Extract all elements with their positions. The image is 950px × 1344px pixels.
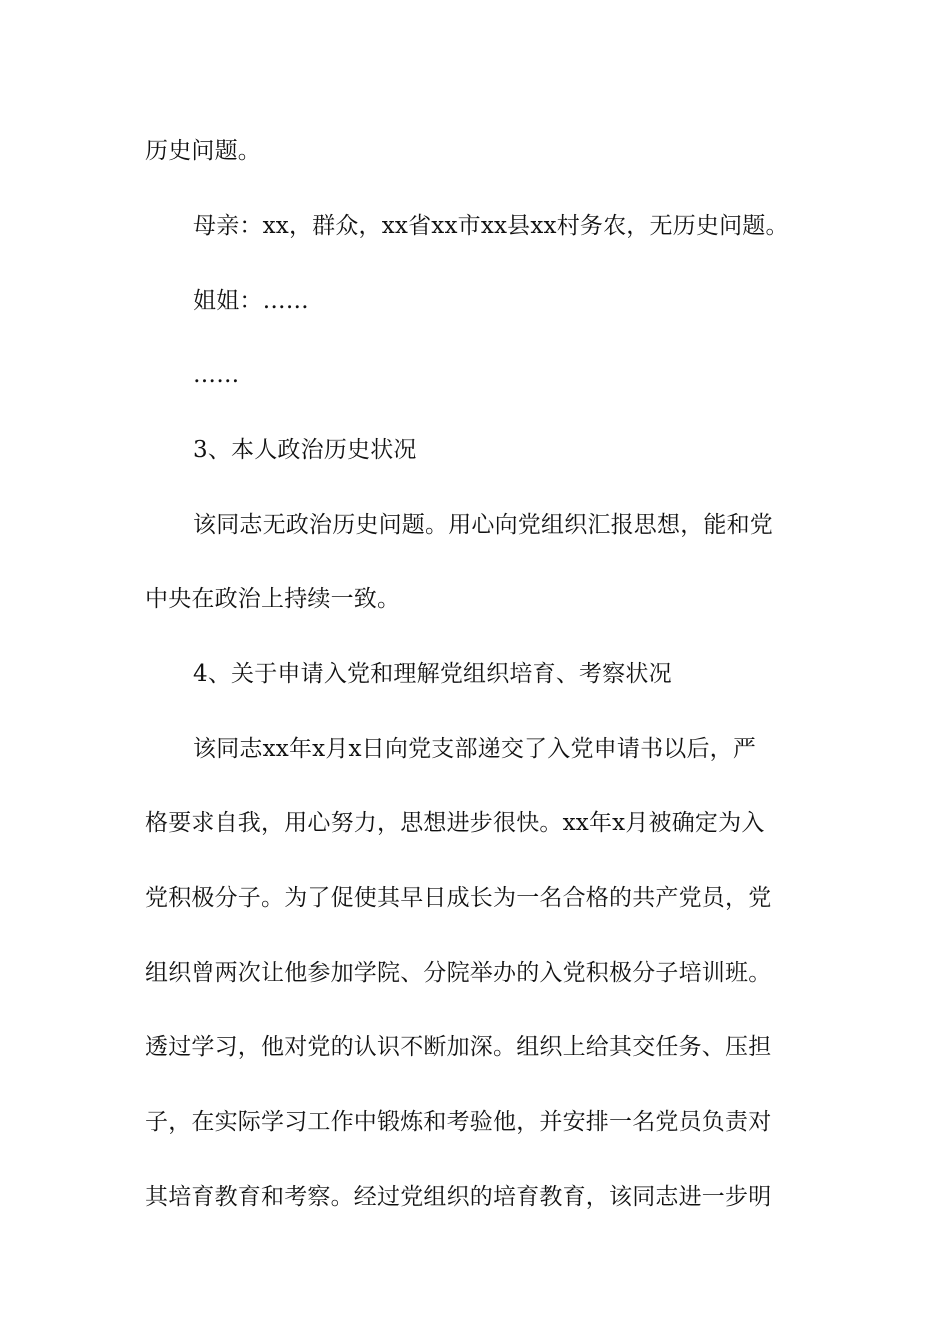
text-line: 其培育教育和考察。经过党组织的培育教育，该同志进一步明 [145,1184,772,1210]
text-line: 姐姐：…… [193,288,309,314]
text-line: 该同志无政治历史问题。用心向党组织汇报思想，能和党 [193,512,773,538]
section-heading: 3、本人政治历史状况 [193,437,417,463]
text-line: …… [193,362,240,388]
text-line: 子，在实际学习工作中锻炼和考验他，并安排一名党员负责对 [145,1109,772,1135]
text-line: 格要求自我，用心努力，思想进步很快。xx年x月被确定为入 [145,810,765,836]
text-line: 组织曾两次让他参加学院、分院举办的入党积极分子培训班。 [145,960,772,986]
text-line: 透过学习，他对党的认识不断加深。组织上给其交任务、压担 [145,1034,772,1060]
text-line: 母亲：xx，群众，xx省xx市xx县xx村务农，无历史问题。 [193,213,789,239]
text-line: 党积极分子。为了促使其早日成长为一名合格的共产党员，党 [145,885,772,911]
text-line: 中央在政治上持续一致。 [145,586,401,612]
text-line: 该同志xx年x月x日向党支部递交了入党申请书以后，严 [193,736,757,762]
text-line: 历史问题。 [145,138,261,164]
section-heading: 4、关于申请入党和理解党组织培育、考察状况 [193,661,672,687]
